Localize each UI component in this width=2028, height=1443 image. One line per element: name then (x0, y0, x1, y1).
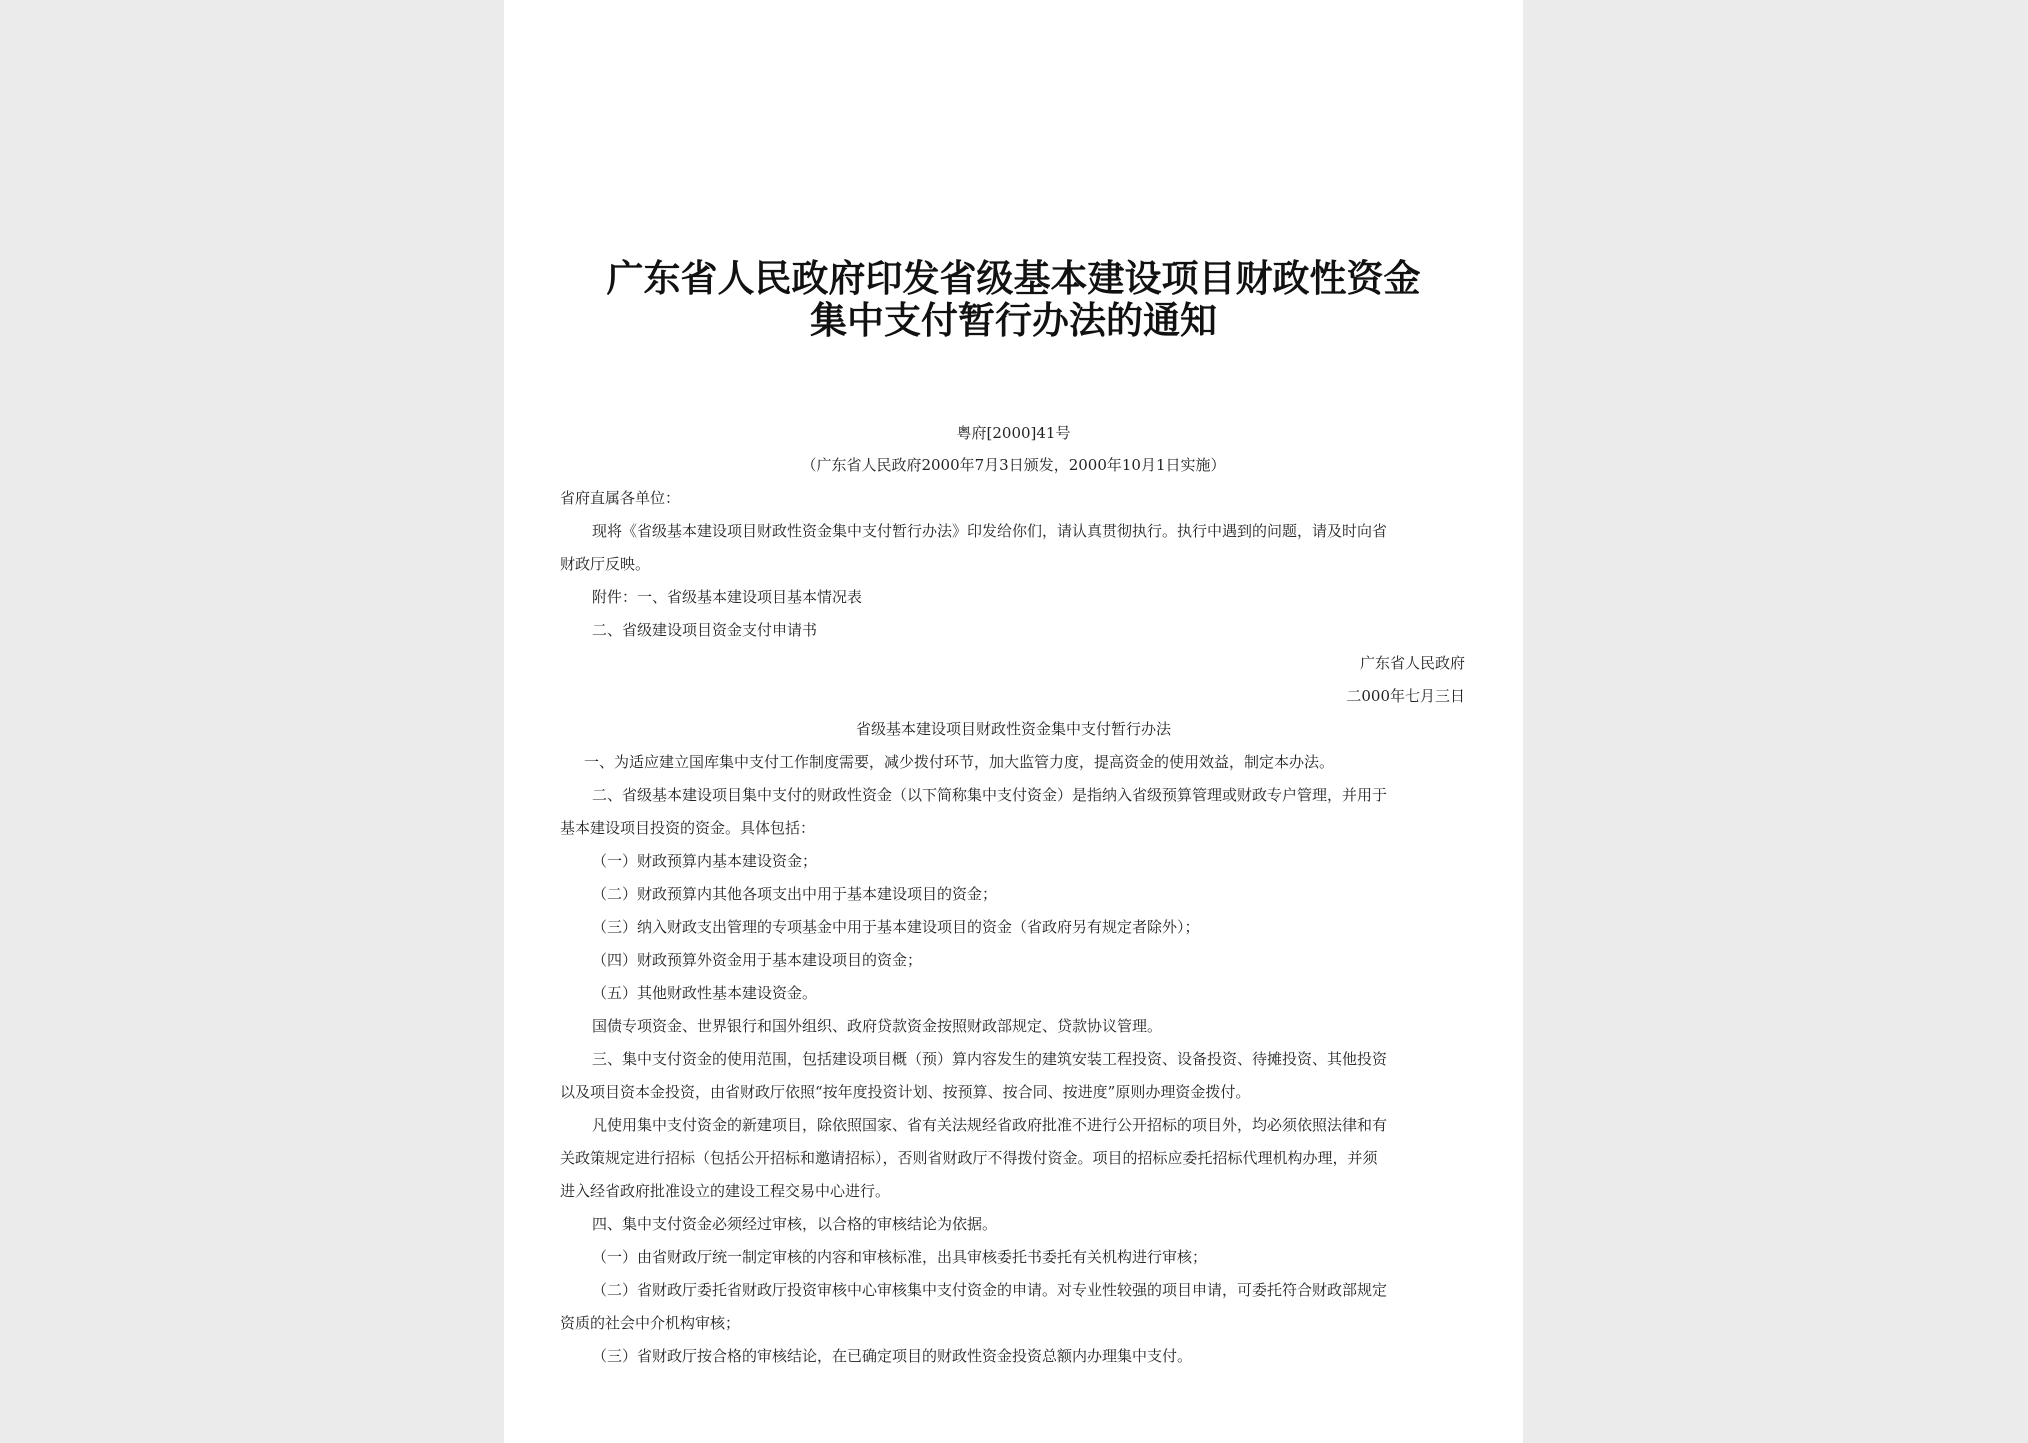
article-line: 二、省级基本建设项目集中支付的财政性资金（以下简称集中支付资金）是指纳入省级预算管理或财政专户管理，并用于 (592, 786, 1388, 804)
article-note: 国债专项资金、世界银行和国外组织、政府贷款资金按照财政部规定、贷款协议管理。 (592, 1017, 1163, 1035)
issue-date: 二000年七月三日 (1346, 687, 1465, 705)
article-line: 一、为适应建立国库集中支付工作制度需要，减少拨付环节，加大监管力度，提高资金的使用效益，制定本办法。 (584, 753, 1335, 771)
article-line: 四、集中支付资金必须经过审核，以合格的审核结论为依据。 (592, 1215, 998, 1233)
article-line: 基本建设项目投资的资金。具体包括： (560, 819, 816, 837)
notice-paragraph-line: 财政厅反映。 (560, 555, 651, 573)
addressee: 省府直属各单位： (560, 489, 681, 507)
article-line: 以及项目资本金投资，由省财政厅依照“按年度投资计划、按预算、按合同、按进度”原则办理资金拨付。 (560, 1083, 1251, 1101)
article-item: （三）纳入财政支出管理的专项基金中用于基本建设项目的资金（省政府另有规定者除外）； (592, 918, 1200, 936)
article-item: （三）省财政厅按合格的审核结论，在已确定项目的财政性资金投资总额内办理集中支付。 (592, 1347, 1193, 1365)
document-page (504, 0, 1523, 1443)
article-item: （五）其他财政性基本建设资金。 (592, 984, 818, 1002)
article-line: 凡使用集中支付资金的新建项目，除依照国家、省有关法规经省政府批准不进行公开招标的项目外，均必须依照法律和有 (592, 1116, 1388, 1134)
article-line: 三、集中支付资金的使用范围，包括建设项目概（预）算内容发生的建筑安装工程投资、设备投资、待摊投资、其他投资 (592, 1050, 1388, 1068)
article-item: （二）省财政厅委托省财政厅投资审核中心审核集中支付资金的申请。对专业性较强的项目申请，可委托符合财政部规定 (592, 1281, 1388, 1299)
article-line: 关政策规定进行招标（包括公开招标和邀请招标），否则省财政厅不得拨付资金。项目的招标应委托招标代理机构办理，并须 (560, 1149, 1378, 1167)
issuer-signature: 广东省人民政府 (1359, 654, 1465, 672)
article-item: （一）由省财政厅统一制定审核的内容和审核标准，出具审核委托书委托有关机构进行审核； (592, 1248, 1208, 1266)
article-item: （二）财政预算内其他各项支出中用于基本建设项目的资金； (592, 885, 998, 903)
measures-title: 省级基本建设项目财政性资金集中支付暂行办法 (855, 720, 1171, 738)
article-item: （一）财政预算内基本建设资金； (592, 852, 818, 870)
document-title: 广东省人民政府印发省级基本建设项目财政性资金集中支付暂行办法的通知 (606, 257, 1421, 342)
article-item: （四）财政预算外资金用于基本建设项目的资金； (592, 951, 923, 969)
notice-paragraph-line: 现将《省级基本建设项目财政性资金集中支付暂行办法》印发给你们，请认真贯彻执行。执行中遇到的问题，请及时向省 (592, 522, 1388, 540)
issue-note: （广东省人民政府2000年7月3日颁发，2000年10月1日实施） (801, 456, 1226, 474)
attachment-item: 附件：一、省级基本建设项目基本情况表 (592, 588, 863, 606)
document-number: 粤府[2000]41号 (956, 424, 1071, 442)
article-item: 资质的社会中介机构审核； (560, 1314, 741, 1332)
attachment-item: 二、省级建设项目资金支付申请书 (592, 621, 818, 639)
article-line: 进入经省政府批准设立的建设工程交易中心进行。 (560, 1182, 891, 1200)
